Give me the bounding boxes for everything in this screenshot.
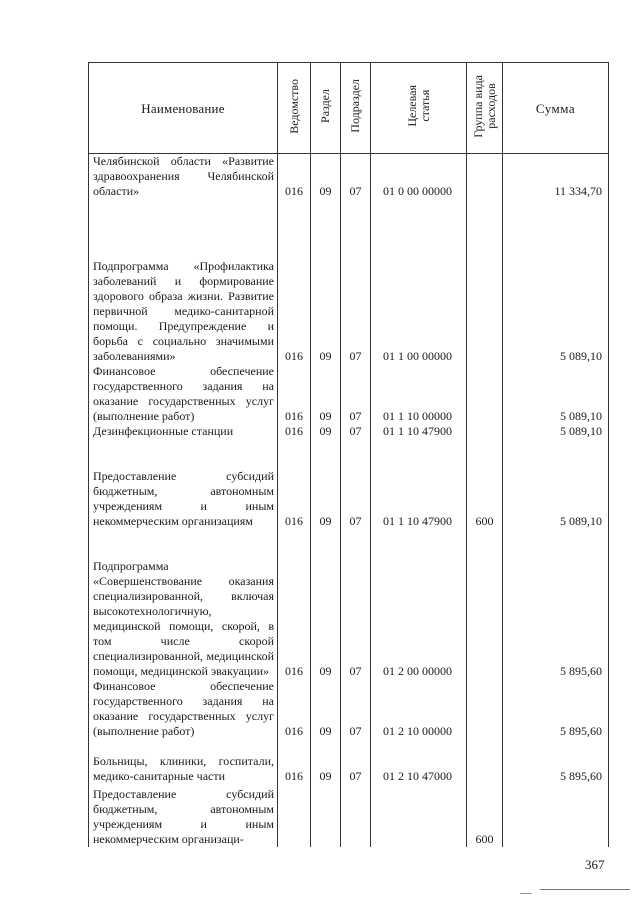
cell-razdel: 09 (311, 679, 341, 739)
cell-gruppa: 600 (467, 784, 503, 847)
table-row (89, 154, 609, 200)
cell-gruppa (467, 529, 503, 679)
cell-podrazdel: 07 (341, 424, 371, 439)
header-gruppa-label: Группа вида расходов (470, 74, 498, 138)
cell-name: Подпрограмма «Совершенствование оказания специализированной, включая высокотехнологичную, медицинской помощи, скорой, в том числе скорой специализированной, медицинской помощи, медицинской эвакуации» (89, 529, 278, 679)
cell-podrazdel: 07 (341, 739, 371, 784)
cell-vedomstvo: 016 (278, 439, 311, 529)
cell-podrazdel: 07 (341, 529, 371, 679)
header-celevaya-label: Целевая статья (404, 85, 432, 127)
table-row (89, 739, 609, 784)
cell-podrazdel: 07 (341, 439, 371, 529)
header-podrazdel (341, 63, 371, 154)
cell-podrazdel: 07 (341, 154, 371, 200)
cell-gruppa (467, 739, 503, 784)
cell-summa (503, 784, 609, 847)
cell-vedomstvo: 016 (278, 679, 311, 739)
cell-summa: 5 089,10 (503, 364, 609, 424)
header-celevaya-statya (371, 63, 467, 154)
table-row (89, 439, 609, 529)
cell-celevaya-statya: 01 2 10 47000 (371, 739, 467, 784)
cell-vedomstvo: 016 (278, 199, 311, 364)
cell-summa: 5 089,10 (503, 424, 609, 439)
cell-vedomstvo: 016 (278, 364, 311, 424)
header-razdel (311, 63, 341, 154)
cell-celevaya-statya (371, 784, 467, 847)
cell-name: Предоставление субсидий бюджетным, автономным учреждениям и иным некоммерческим организаци- (89, 784, 278, 847)
cell-podrazdel (341, 784, 371, 847)
cell-podrazdel: 07 (341, 679, 371, 739)
cell-summa: 5 895,60 (503, 679, 609, 739)
cell-gruppa (467, 199, 503, 364)
cell-vedomstvo: 016 (278, 154, 311, 200)
cell-razdel (311, 784, 341, 847)
cell-celevaya-statya: 01 0 00 00000 (371, 154, 467, 200)
table-header (89, 63, 609, 154)
cell-gruppa: 600 (467, 439, 503, 529)
page-number: 367 (585, 857, 605, 872)
cell-name: Финансовое обеспечение государственного задания на оказание государственных услуг (выполнение работ) (89, 364, 278, 424)
cell-gruppa (467, 154, 503, 200)
cell-razdel: 09 (311, 739, 341, 784)
cell-celevaya-statya: 01 2 10 00000 (371, 679, 467, 739)
cell-celevaya-statya: 01 1 10 47900 (371, 424, 467, 439)
cell-podrazdel: 07 (341, 199, 371, 364)
cell-summa: 5 895,60 (503, 739, 609, 784)
cell-name: Дезинфекционные станции (89, 424, 278, 439)
footer-rule (540, 889, 630, 890)
table-row (89, 679, 609, 739)
table-body (89, 154, 609, 848)
table-row (89, 784, 609, 847)
cell-name: Предоставление субсидий бюджетным, автономным учреждениям и иным некоммерческим организациям (89, 439, 278, 529)
cell-vedomstvo (278, 784, 311, 847)
cell-name: Финансовое обеспечение государственного задания на оказание государственных услуг (выполнение работ) (89, 679, 278, 739)
cell-name: Челябинской области «Развитие здравоохранения Челябинской области» (89, 154, 278, 200)
cell-gruppa (467, 679, 503, 739)
cell-gruppa (467, 424, 503, 439)
cell-vedomstvo: 016 (278, 739, 311, 784)
cell-celevaya-statya: 01 1 00 00000 (371, 199, 467, 364)
cell-name: Подпрограмма «Профилактика заболеваний и формирование здорового образа жизни. Развитие первичной медико-санитарной помощи. Предупреждение и борьба с социально значимыми заболеваниями» (89, 199, 278, 364)
header-name: Наименование (89, 63, 278, 154)
table-row (89, 424, 609, 439)
cell-gruppa (467, 364, 503, 424)
header-vedomstvo (278, 63, 311, 154)
cell-summa: 5 089,10 (503, 199, 609, 364)
cell-summa: 5 089,10 (503, 439, 609, 529)
cell-razdel: 09 (311, 529, 341, 679)
cell-vedomstvo: 016 (278, 424, 311, 439)
budget-table (88, 62, 609, 847)
table-row (89, 364, 609, 424)
budget-table-container (88, 62, 608, 846)
header-gruppa-vida-rashodov (467, 63, 503, 154)
cell-celevaya-statya: 01 2 00 00000 (371, 529, 467, 679)
header-razdel-label: Раздел (318, 89, 332, 123)
table-row (89, 529, 609, 679)
header-summa: Сумма (503, 63, 609, 154)
cell-razdel: 09 (311, 439, 341, 529)
cell-vedomstvo: 016 (278, 529, 311, 679)
cell-razdel: 09 (311, 154, 341, 200)
header-podrazdel-label: Подраздел (348, 79, 362, 133)
cell-name: Больницы, клиники, госпитали, медико-санитарные части (89, 739, 278, 784)
table-row (89, 199, 609, 364)
cell-celevaya-statya: 01 1 10 47900 (371, 439, 467, 529)
cell-razdel: 09 (311, 424, 341, 439)
cell-podrazdel: 07 (341, 364, 371, 424)
cell-razdel: 09 (311, 199, 341, 364)
header-vedomstvo-label: Ведомство (286, 78, 301, 134)
cell-summa: 11 334,70 (503, 154, 609, 200)
cell-summa: 5 895,60 (503, 529, 609, 679)
footer-rule-short (520, 893, 532, 894)
cell-razdel: 09 (311, 364, 341, 424)
cell-celevaya-statya: 01 1 10 00000 (371, 364, 467, 424)
